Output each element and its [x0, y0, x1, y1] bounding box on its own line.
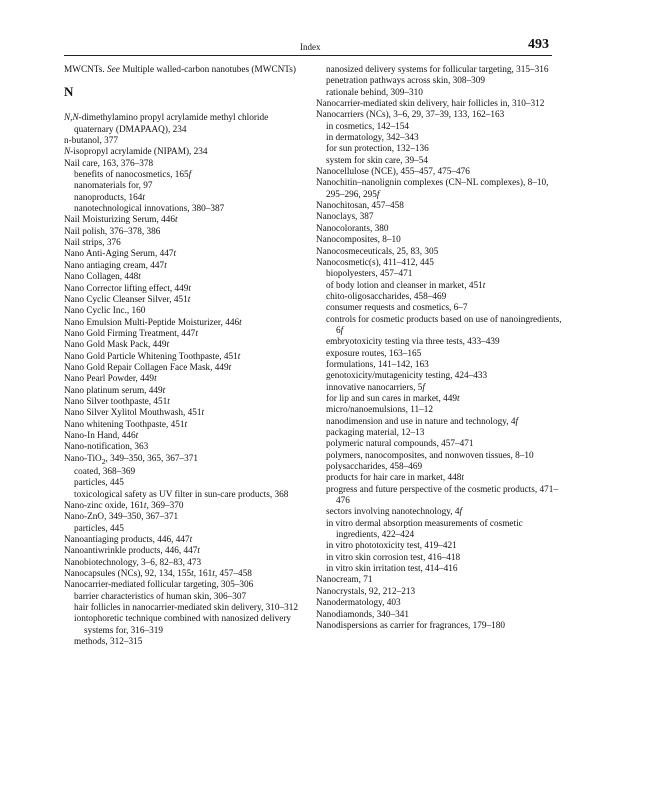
index-entry: Nanodispersions as carrier for fragrances, 179–180 — [316, 620, 506, 631]
index-subentry: for sun protection, 132–136 — [326, 144, 429, 155]
header-rule — [64, 55, 552, 56]
index-subentry: in vitro phototoxicity test, 419–421 — [326, 541, 457, 552]
index-subentry: hair follicles in nanocarrier-mediated skin delivery, 310–312 — [74, 602, 298, 613]
index-entry: Nanocarriers (NCs), 3–6, 29, 37–39, 133, 162–163 — [316, 110, 505, 121]
index-subentry: for lip and sun cares in market, 449t — [326, 393, 460, 404]
index-subentry: nanodimension and use in nature and technology, 4f — [326, 416, 519, 427]
index-entry: Nanocapsules (NCs), 92, 134, 155t, 161t, 457–458 — [64, 568, 252, 579]
index-entry: Nano-ZnO, 349–350, 367–371 — [64, 512, 179, 523]
index-subentry: products for hair care in market, 448t — [326, 473, 464, 484]
index-entry: Nano Collagen, 448t — [64, 272, 141, 283]
index-subentry: chito-oligosaccharides, 458–469 — [326, 291, 447, 302]
index-entry: Nanochitosan, 457–458 — [316, 201, 404, 212]
index-column-right — [316, 65, 562, 632]
index-subentry: biopolyesters, 457–471 — [326, 269, 413, 280]
index-subentry: coated, 368–369 — [74, 466, 136, 477]
index-entry: Nanoclays, 387 — [316, 212, 374, 223]
index-subentry: formulations, 141–142, 163 — [326, 359, 429, 370]
index-subentry: sectors involving nanotechnology, 4f — [326, 507, 463, 518]
index-entry: Nano antiaging cream, 447t — [64, 260, 167, 271]
index-entry: Nanochitin–nanolignin complexes (CN–NL complexes), 8–10, 295–296, 295f — [316, 178, 549, 200]
index-entry: Nanocarrier-mediated skin delivery, hair follicles in, 310–312 — [316, 99, 545, 110]
index-subentry: progress and future perspective of the cosmetic products, 471–476 — [326, 484, 558, 507]
index-entry: N-isopropyl acrylamide (NIPAM), 234 — [64, 147, 208, 158]
index-subentry: nanotechnological innovations, 380–387 — [74, 204, 225, 215]
index-subentry: in dermatology, 342–343 — [326, 133, 419, 144]
index-column-left — [64, 65, 310, 648]
running-head: Index — [300, 42, 321, 52]
index-entry: Nano-notification, 363 — [64, 442, 149, 453]
index-subentry: embryotoxicity testing via three tests, 433–439 — [326, 337, 500, 348]
index-subentry: in cosmetics, 142–154 — [326, 121, 409, 132]
index-subentry: rationale behind, 309–310 — [326, 87, 423, 98]
index-entry: Nano Anti-Aging Serum, 447t — [64, 249, 177, 260]
index-subentry: packaging material, 12–13 — [326, 428, 425, 438]
index-entry: Nanodiamonds, 340–341 — [316, 609, 410, 620]
index-subentry: consumer requests and cosmetics, 6–7 — [326, 303, 468, 314]
index-subentry: in vitro skin irritation test, 414–416 — [326, 564, 458, 575]
index-entry: Nano Gold Mask Pack, 449t — [64, 340, 170, 351]
index-subentry: methods, 312–315 — [74, 637, 143, 647]
index-entry: Nail strips, 376 — [64, 238, 121, 249]
index-subentry: penetration pathways across skin, 308–309 — [326, 76, 486, 87]
section-letter: N — [64, 84, 74, 100]
index-entry: N,N-dimethylamino propyl acrylamide methyl chloride quaternary (DMAPAAQ), 234 — [64, 113, 269, 135]
index-subentry: system for skin care, 39–54 — [326, 155, 428, 166]
index-entry: Nanoantiwrinkle products, 446, 447t — [64, 546, 200, 557]
index-subentry: micro/nanoemulsions, 11–12 — [326, 405, 434, 416]
index-entry: Nail care, 163, 376–378 — [64, 158, 154, 169]
index-subentry: benefits of nanocosmetics, 165f — [74, 170, 192, 181]
index-subentry: nanomaterials for, 97 — [74, 181, 153, 192]
index-subentry: particles, 445 — [74, 478, 124, 489]
index-subentry: barrier characteristics of human skin, 306–307 — [74, 591, 247, 602]
index-subentry: of body lotion and cleanser in market, 451t — [326, 280, 486, 291]
index-entry: Nanobiotechnology, 3–6, 82–83, 473 — [64, 557, 202, 568]
index-entry: Nano Gold Firming Treatment, 447t — [64, 328, 198, 339]
index-entry: Nano Silver toothpaste, 451t — [64, 396, 170, 407]
index-subentry: controls for cosmetic products based on use of nanoingredients, 6f — [326, 314, 562, 336]
index-entry: Nanocosmetic(s), 411–412, 445 — [316, 257, 434, 268]
index-subentry: in vitro dermal absorption measurements of cosmetic ingredients, 422–424 — [326, 518, 523, 541]
index-subentry: innovative nanocarriers, 5f — [326, 382, 425, 393]
index-entry: Nano platinum serum, 449t — [64, 385, 166, 396]
index-entry: Nano-TiO$_2$, 349–350, 365, 367–371 — [64, 453, 199, 466]
index-entry: Nanodermatology, 403 — [316, 598, 401, 609]
index-subentry: iontophoretic technique combined with nanosized delivery systems for, 316–319 — [74, 614, 292, 636]
index-entry: Nano-zinc oxide, 161t, 369–370 — [64, 500, 184, 511]
index-entry: MWCNTs. See Multiple walled-carbon nanotubes (MWCNTs) — [64, 65, 296, 75]
index-entry: Nanoantiaging products, 446, 447t — [64, 534, 193, 545]
index-subentry: polymeric natural compounds, 457–471 — [326, 439, 474, 450]
index-entry: Nano Gold Particle Whitening Toothpaste, 451t — [64, 351, 241, 362]
index-subentry: polymers, nanocomposites, and nonwoven tissues, 8–10 — [326, 450, 534, 461]
index-entry: Nano Gold Repair Collagen Face Mask, 449t — [64, 362, 232, 373]
page-number: 493 — [528, 37, 549, 52]
index-subentry: particles, 445 — [74, 523, 124, 534]
index-entry: Nail polish, 376–378, 386 — [64, 226, 161, 237]
index-subentry: nanosized delivery systems for follicular targeting, 315–316 — [326, 65, 549, 75]
index-entry: Nano Silver Xylitol Mouthwash, 451t — [64, 408, 205, 419]
index-subentry: toxicological safety as UV filter in sun-care products, 368 — [74, 489, 289, 500]
index-subentry: in vitro skin corrosion test, 416–418 — [326, 552, 461, 563]
index-entry: Nanocolorants, 380 — [316, 223, 389, 234]
index-entry: Nano whitening Toothpaste, 451t — [64, 419, 188, 430]
index-entry: n-butanol, 377 — [64, 136, 118, 147]
index-entry: Nanocosmeceuticals, 25, 83, 305 — [316, 246, 439, 257]
index-entry: Nanocomposites, 8–10 — [316, 235, 401, 246]
index-subentry: polysaccharides, 458–469 — [326, 462, 423, 473]
index-entry: Nanocarrier-mediated follicular targeting, 305–306 — [64, 580, 254, 591]
index-entry: Nanocellulose (NCE), 455–457, 475–476 — [316, 167, 470, 178]
index-entry: Nanocrystals, 92, 212–213 — [316, 586, 416, 597]
index-entry: Nano Corrector lifting effect, 449t — [64, 283, 191, 294]
index-subentry: genotoxicity/mutagenicity testing, 424–433 — [326, 371, 488, 382]
index-entry: Nail Moisturizing Serum, 446t — [64, 215, 178, 226]
index-entry: Nano Emulsion Multi-Peptide Moisturizer, 446t — [64, 317, 242, 328]
index-entry: Nano-In Hand, 446t — [64, 430, 139, 441]
index-entry: Nanocream, 71 — [316, 575, 373, 586]
index-entry: Nano Cyclic Inc., 160 — [64, 306, 146, 317]
index-subentry: nanoproducts, 164t — [74, 192, 145, 203]
index-entry: Nano Pearl Powder, 449t — [64, 374, 157, 385]
index-subentry: exposure routes, 163–165 — [326, 348, 422, 359]
index-entry: Nano Cyclic Cleanser Silver, 451t — [64, 294, 191, 305]
